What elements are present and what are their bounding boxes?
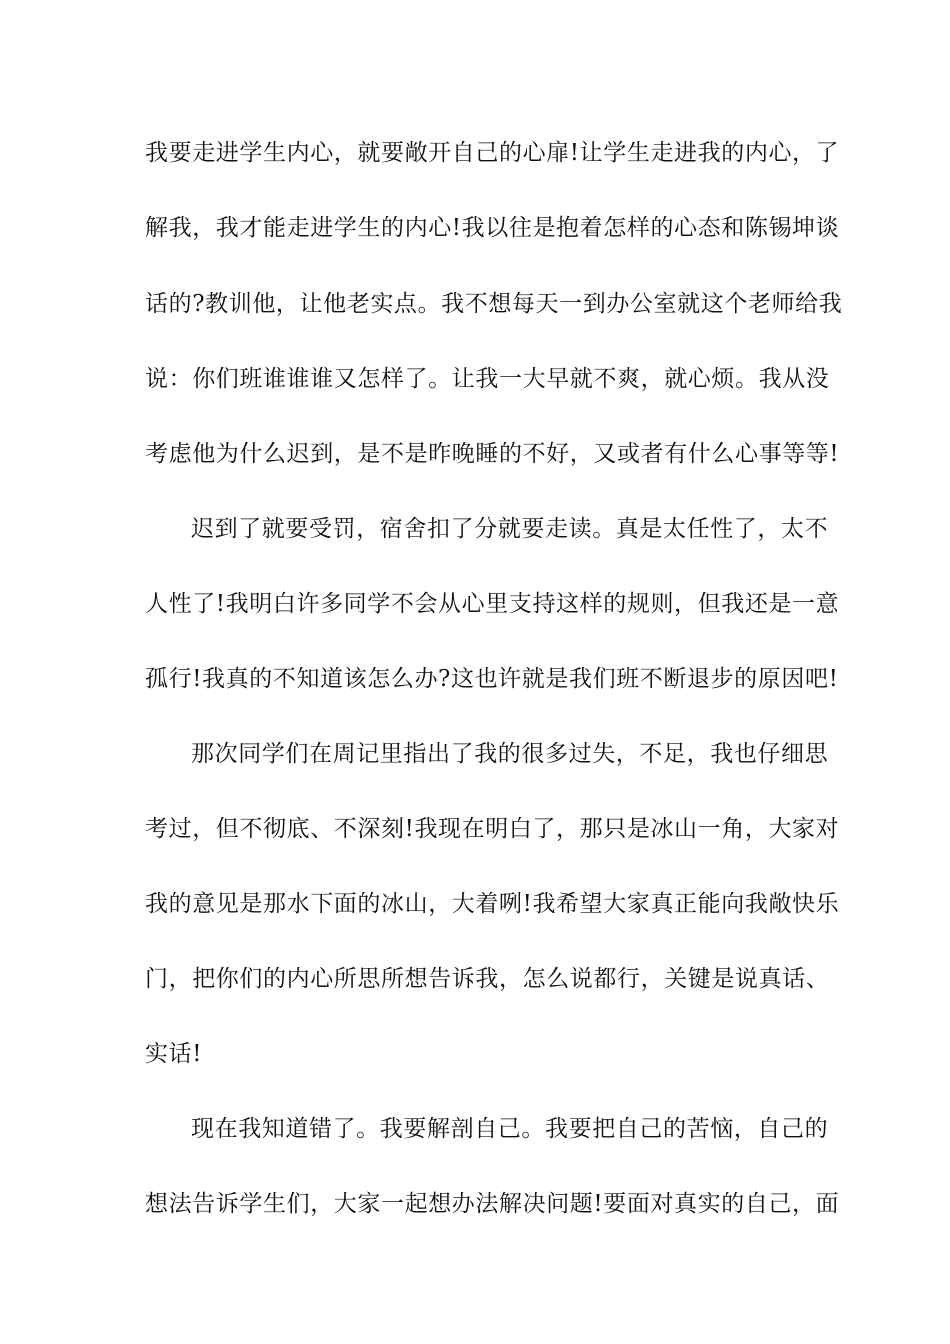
text-line: 解我，我才能走进学生的内心!我以往是抱着怎样的心态和陈锡坤谈 <box>145 215 840 241</box>
text-line: 考过，但不彻底、不深刻!我现在明白了，那只是冰山一角，大家对 <box>145 816 840 842</box>
text-line: 我的意见是那水下面的冰山，大着咧!我希望大家真正能向我敞快乐 <box>145 891 840 917</box>
text-line-paragraph-start: 迟到了就要受罚，宿舍扣了分就要走读。真是太任性了，太不 <box>191 516 829 542</box>
text-line: 考虑他为什么迟到，是不是昨晚睡的不好，又或者有什么心事等等! <box>145 441 840 467</box>
text-line: 话的?教训他，让他老实点。我不想每天一到办公室就这个老师给我 <box>145 291 843 317</box>
text-line-paragraph-start: 现在我知道错了。我要解剖自己。我要把自己的苦恼，自己的 <box>191 1116 829 1142</box>
text-line: 门，把你们的内心所思所想告诉我，怎么说都行，关键是说真话、 <box>145 966 830 992</box>
text-line: 想法告诉学生们，大家一起想办法解决问题!要面对真实的自己，面 <box>145 1191 840 1217</box>
text-line: 人性了!我明白许多同学不会从心里支持这样的规则，但我还是一意 <box>145 591 840 617</box>
text-line: 我要走进学生内心，就要敞开自己的心扉!让学生走进我的内心，了 <box>145 140 840 166</box>
text-line: 孤行!我真的不知道该怎么办?这也许就是我们班不断退步的原因吧! <box>145 666 839 692</box>
text-line: 说：你们班谁谁谁又怎样了。让我一大早就不爽，就心烦。我从没 <box>145 366 830 392</box>
text-line: 实话! <box>145 1041 203 1067</box>
text-line-paragraph-start: 那次同学们在周记里指出了我的很多过失，不足，我也仔细思 <box>191 741 829 767</box>
